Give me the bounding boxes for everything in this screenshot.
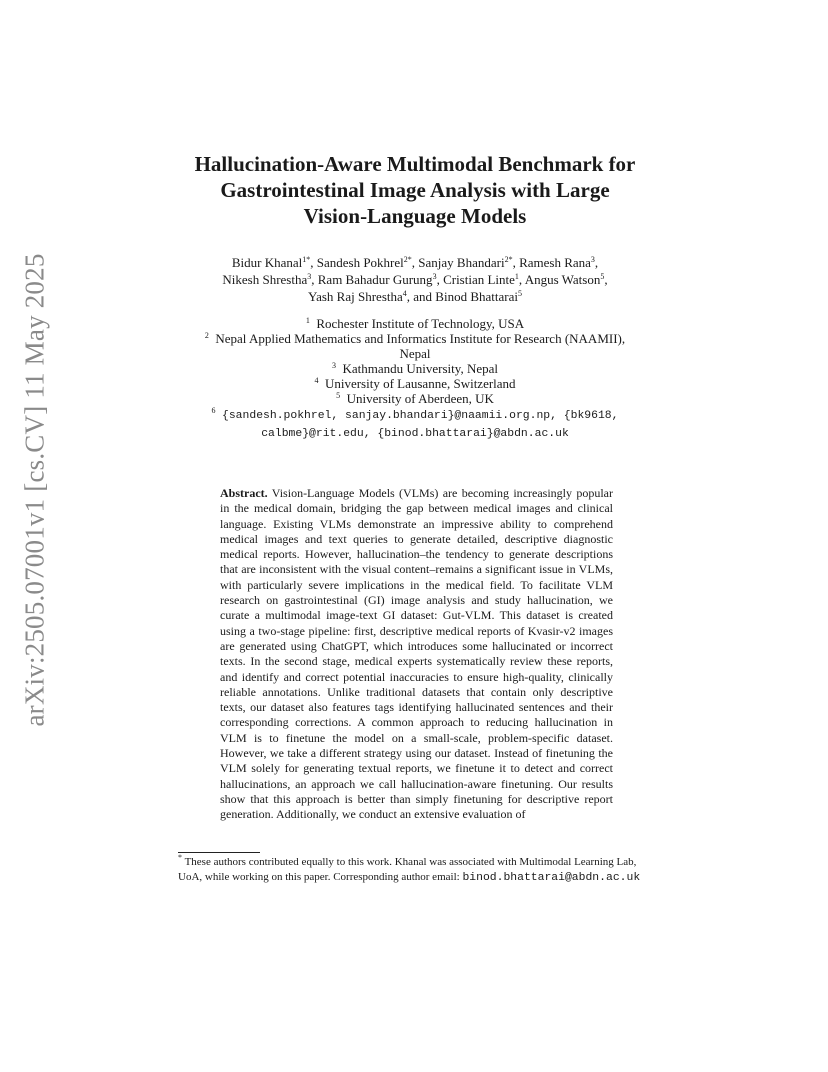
- affiliation-text: Nepal: [399, 346, 431, 361]
- footnote-email: binod.bhattarai@abdn.ac.uk: [462, 872, 641, 884]
- affiliation-number: 6: [211, 406, 216, 415]
- affiliation: [150, 346, 680, 361]
- affiliation-number: 2: [204, 331, 209, 340]
- affiliation-emails: [150, 406, 680, 424]
- footnote-text: These authors contributed equally to this work. Khanal was associated with Multimodal Learning Lab, UoA, while working on this paper. Corresponding author email:: [178, 856, 637, 883]
- affiliation-number: 1: [305, 316, 310, 325]
- author-name: Sanjay Bhandari: [418, 255, 505, 270]
- affiliation-text: Kathmandu University, Nepal: [342, 361, 498, 376]
- affiliation-text: University of Aberdeen, UK: [346, 391, 494, 406]
- affiliation-number: 4: [314, 376, 319, 385]
- arxiv-side-stamp: [15, 253, 55, 727]
- author-name: Angus Watson: [524, 272, 601, 287]
- title-line: Hallucination-Aware Multimodal Benchmark for: [194, 152, 636, 176]
- author-name: and Binod Bhattarai: [413, 289, 518, 304]
- author-line: Nikesh Shrestha$^3$, Ram Bahadur Gurung$^3$, Cristian Linte$^1$, Angus Watson$^5$,: [222, 272, 608, 287]
- affiliation-text: Rochester Institute of Technology, USA: [316, 316, 525, 331]
- author-name: Yash Raj Shrestha: [308, 289, 403, 304]
- author-list: [150, 254, 680, 305]
- affiliation: [150, 361, 680, 376]
- affiliation: [150, 391, 680, 406]
- affiliation-list: [150, 316, 680, 442]
- arxiv-identifier: arXiv:2505.07001v1 [cs.CV] 11 May 2025: [19, 253, 50, 727]
- author-affil-mark: 5: [600, 272, 605, 281]
- affiliation: [150, 376, 680, 391]
- author-name: Nikesh Shrestha: [222, 272, 308, 287]
- abstract-text: Vision-Language Models (VLMs) are becoming increasingly popular in the medical domain, bridging the gap between medical images and clinical language. Existing VLMs demonstrate an impressive ability to comprehend medical images and text queries to generate detailed, descriptive diagnostic medical reports. However, hallucination–the tendency to generate descriptions that are inconsistent with the visual content–remains a significant issue in VLMs, with particularly severe implications in the medical field. To facilitate VLM research on gastrointestinal (GI) image analysis and study hallucination, we curate a multimodal image-text GI dataset: Gut-VLM. This dataset is created using a two-stage pipeline: first, descriptive medical reports of Kvasir-v2 images are generated using ChatGPT, which introduces some hallucinated or incorrect texts. In the second stage, medical experts systematically review these reports, and identify and correct potential inaccuracies to ensure high-quality, clinically reliable annotations. Unlike traditional datasets that contain only descriptive texts, our dataset also features tags identifying hallucinated sentences and their corresponding corrections. A common approach to reducing hallucination in VLM is to finetune the model on a small-scale, problem-specific dataset. However, we take a different strategy using our dataset. Instead of finetuning the VLM solely for generating textual reports, we finetune it to detect and correct hallucinations, an approach we call hallucination-aware finetuning. Our results show that this approach is better than simply finetuning for descriptive report generation. Additionally, we conduct an extensive evaluation of: [220, 486, 613, 822]
- affiliation-number: 3: [332, 361, 336, 370]
- affiliation-emails: [150, 424, 680, 442]
- affiliation-text: University of Lausanne, Switzerland: [324, 376, 516, 391]
- email-list: calbme}@rit.edu, {binod.bhattarai}@abdn.ac.uk: [261, 428, 569, 440]
- author-affil-mark: 3: [590, 255, 595, 264]
- author-affil-mark: 5: [517, 289, 522, 298]
- affiliation-number: 5: [336, 391, 341, 400]
- email-list: {sandesh.pokhrel, sanjay.bhandari}@naamii.org.np, {bk9618,: [222, 410, 619, 422]
- abstract: [220, 486, 613, 823]
- affiliation-text: Nepal Applied Mathematics and Informatics Institute for Research (NAAMII),: [215, 331, 626, 346]
- author-affil-mark: 2*: [403, 255, 412, 264]
- author-name: Cristian Linte: [443, 272, 515, 287]
- author-name: Bidur Khanal: [231, 255, 303, 270]
- author-affil-mark: 1: [514, 272, 519, 281]
- title-line: Gastrointestinal Image Analysis with Large: [220, 178, 610, 202]
- author-line: Yash Raj Shrestha$^4$, and Binod Bhattarai$^5$: [308, 289, 522, 304]
- paper-title: [150, 151, 680, 229]
- author-name: Sandesh Pokhrel: [316, 255, 404, 270]
- author-name: Ram Bahadur Gurung: [317, 272, 433, 287]
- author-line: Bidur Khanal$^{1*}$, Sandesh Pokhrel$^{2*}$, Sanjay Bhandari$^{2*}$, Ramesh Rana$^3$,: [231, 255, 599, 270]
- footnote: [178, 855, 650, 886]
- affiliation: [150, 316, 680, 331]
- affiliation: [150, 331, 680, 346]
- abstract-label: Abstract.: [220, 486, 268, 500]
- author-affil-mark: 4: [402, 289, 407, 298]
- author-affil-mark: 1*: [302, 255, 311, 264]
- author-name: Ramesh Rana: [519, 255, 591, 270]
- footnote-mark: *: [178, 853, 182, 862]
- title-line: Vision-Language Models: [303, 204, 527, 228]
- author-affil-mark: 3: [432, 272, 437, 281]
- author-affil-mark: 2*: [504, 255, 513, 264]
- footnote-divider: [178, 852, 260, 853]
- author-affil-mark: 3: [307, 272, 312, 281]
